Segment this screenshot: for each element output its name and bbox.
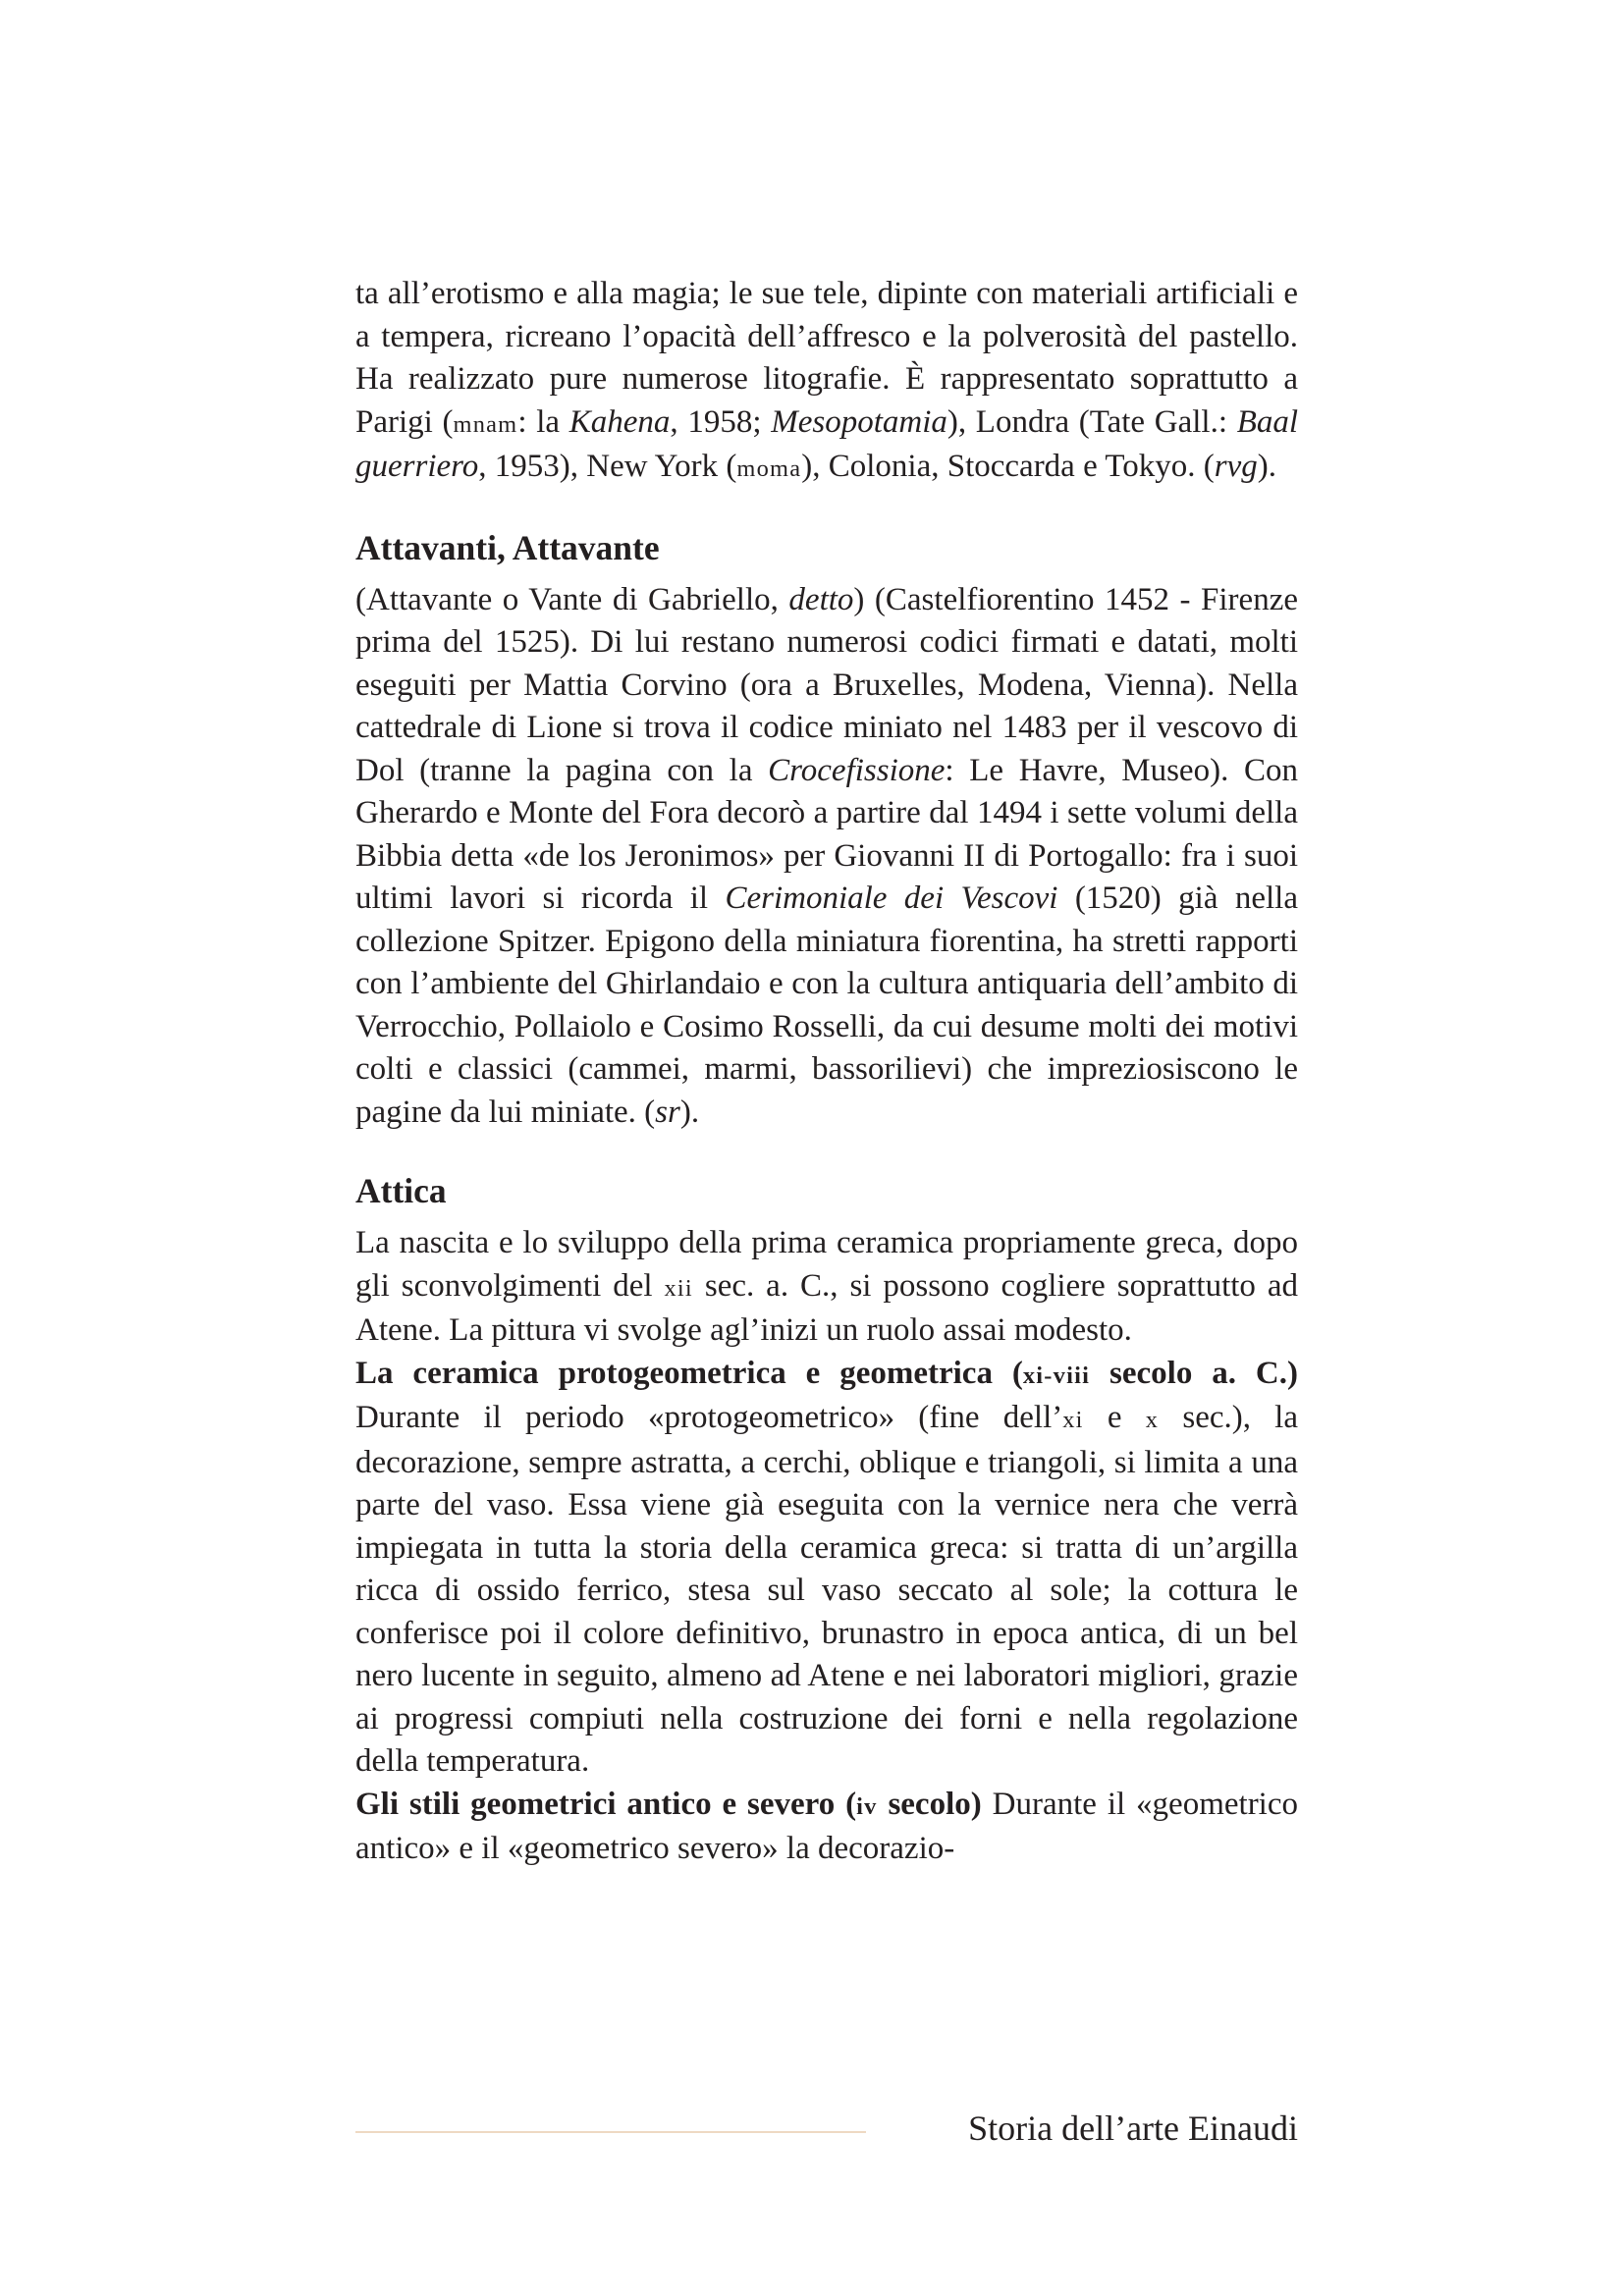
section-heading-geometric-styles: Gli stili geometrici antico e severo (iv secolo) (355, 1786, 982, 1822)
section-heading-protogeometric: La ceramica protogeometrica e geometrica (xi-viii secolo a. C.) (355, 1355, 1298, 1391)
attica-intro-paragraph: La nascita e lo sviluppo della prima ceramica propriamente greca, dopo gli sconvolgimenti del xii sec. a. C., si possono cogliere soprattutto ad Atene. La pittura vi svolge agl’inizi un ruolo assai modesto. (355, 1225, 1298, 1348)
page-footer (355, 2107, 1298, 2156)
entry-title-attica: Attica (355, 1171, 447, 1210)
entry-title-attavanti: Attavanti, Attavante (355, 527, 660, 567)
attavanti-paragraph: (Attavante o Vante di Gabriello, detto) (Castelfiorentino 1452 - Firenze prima del 1525). Di lui restano numerosi codici firmati e datati, molti eseguiti per Mattia Corvino (ora a Bruxelles, Modena, Vienna). Nella cattedrale di Lione si trova il codice miniato nel 1483 per il vescovo di Dol (tranne la pagina con la Crocefissione: Le Havre, Museo). Con Gherardo e Monte del Fora decorò a partire dal 1494 i sette volumi della Bibbia detta «de los Jeronimos» per Giovanni II di Portogallo: fra i suoi ultimi lavori si ricorda il Cerimoniale dei Vescovi (1520) già nella collezione Spitzer. Epigono della miniatura fiorentina, ha stretti rapporti con l’ambiente del Ghirlandaio e con la cultura antiquaria dell’ambito di Verrocchio, Pollaiolo e Cosimo Rosselli, da cui desume molti dei motivi colti e classici (cammei, marmi, bassorilievi) che impreziosiscono le pagine da lui miniate. (sr). (355, 581, 1298, 1130)
footer-rule (355, 2131, 866, 2133)
attica-section-geometric-styles: Gli stili geometrici antico e severo (iv secolo) Durante il «geometrico antico» e il «geometrico severo» la decorazio- (355, 1786, 1298, 1866)
footer-publisher-text: Storia dell’arte Einaudi (968, 2109, 1298, 2148)
intro-paragraph: ta all’erotismo e alla magia; le sue tele, dipinte con materiali artificiali e a tempera, ricreano l’opacità dell’affresco e la polverosità del pastello. Ha realizzato pure numerose litografie. È rappresentato soprattutto a Parigi (mnam: la Kahena, 1958; Mesopotamia), Londra (Tate Gall.: Baal guerriero, 1953), New York (moma), Colonia, Stoccarda e Tokyo. (rvg). (355, 276, 1299, 484)
page-body (355, 273, 1298, 1871)
attica-section-protogeometric: La ceramica protogeometrica e geometrica (xi-viii secolo a. C.) Durante il periodo «protogeometrico» (fine dell’xi e x sec.), la decorazione, sempre astratta, a cerchi, oblique e triangoli, si limita a una parte del vaso. Essa viene già eseguita con la vernice nera che verrà impiegata in tutta la storia della ceramica greca: si tratta di un’argilla ricca di ossido ferrico, stesa sul vaso seccato al sole; la cottura le conferisce poi il colore definitivo, brunastro in epoca antica, di un bel nero lucente in seguito, almeno ad Atene e nei laboratori migliori, grazie ai progressi compiuti nella costruzione dei forni e nella regolazione della temperatura. (355, 1355, 1298, 1779)
